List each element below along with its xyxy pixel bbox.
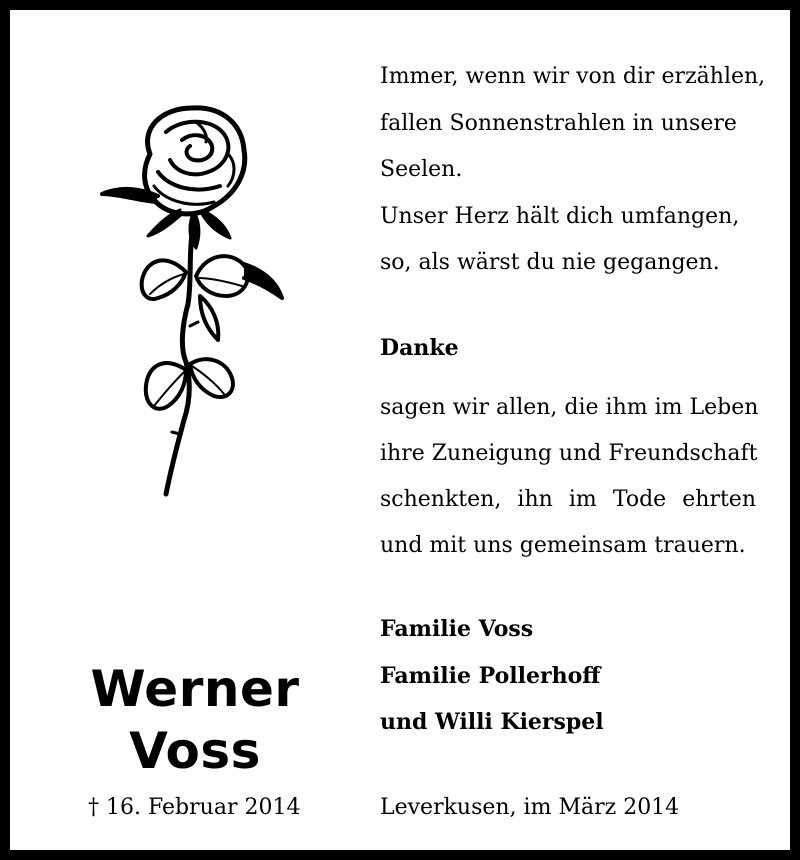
poem-line: Immer, wenn wir von dir erzählen, <box>380 64 766 89</box>
deceased-first-name: Werner <box>90 660 300 718</box>
thanks-line: ihre Zuneigung und Freundschaft <box>380 441 758 466</box>
poem-line: so, als wärst du nie gegangen. <box>380 250 720 275</box>
thanks-heading: Danke <box>380 335 459 361</box>
death-date: † 16. Februar 2014 <box>88 795 301 820</box>
rose-icon <box>96 102 292 498</box>
poem-line: fallen Sonnenstrahlen in unsere <box>380 110 737 136</box>
thanks-line: und mit uns gemeinsam trauern. <box>380 533 746 558</box>
place-date: Leverkusen, im März 2014 <box>380 795 680 820</box>
family-line: Familie Pollerhoff <box>380 662 601 689</box>
deceased-last-name: Voss <box>129 722 261 780</box>
poem <box>380 54 766 287</box>
poem-line: Unser Herz hält dich umfangen, <box>380 203 740 229</box>
family-line: und Willi Kierspel <box>380 709 604 735</box>
family-signature <box>380 606 756 746</box>
family-line: Familie Voss <box>380 616 534 642</box>
thanks-line: schenkten, ihn im Tode ehrten <box>380 487 756 512</box>
poem-line: Seelen. <box>380 157 463 182</box>
thanks-text <box>380 385 759 569</box>
thanks-line: sagen wir allen, die ihm im Leben <box>380 395 759 420</box>
